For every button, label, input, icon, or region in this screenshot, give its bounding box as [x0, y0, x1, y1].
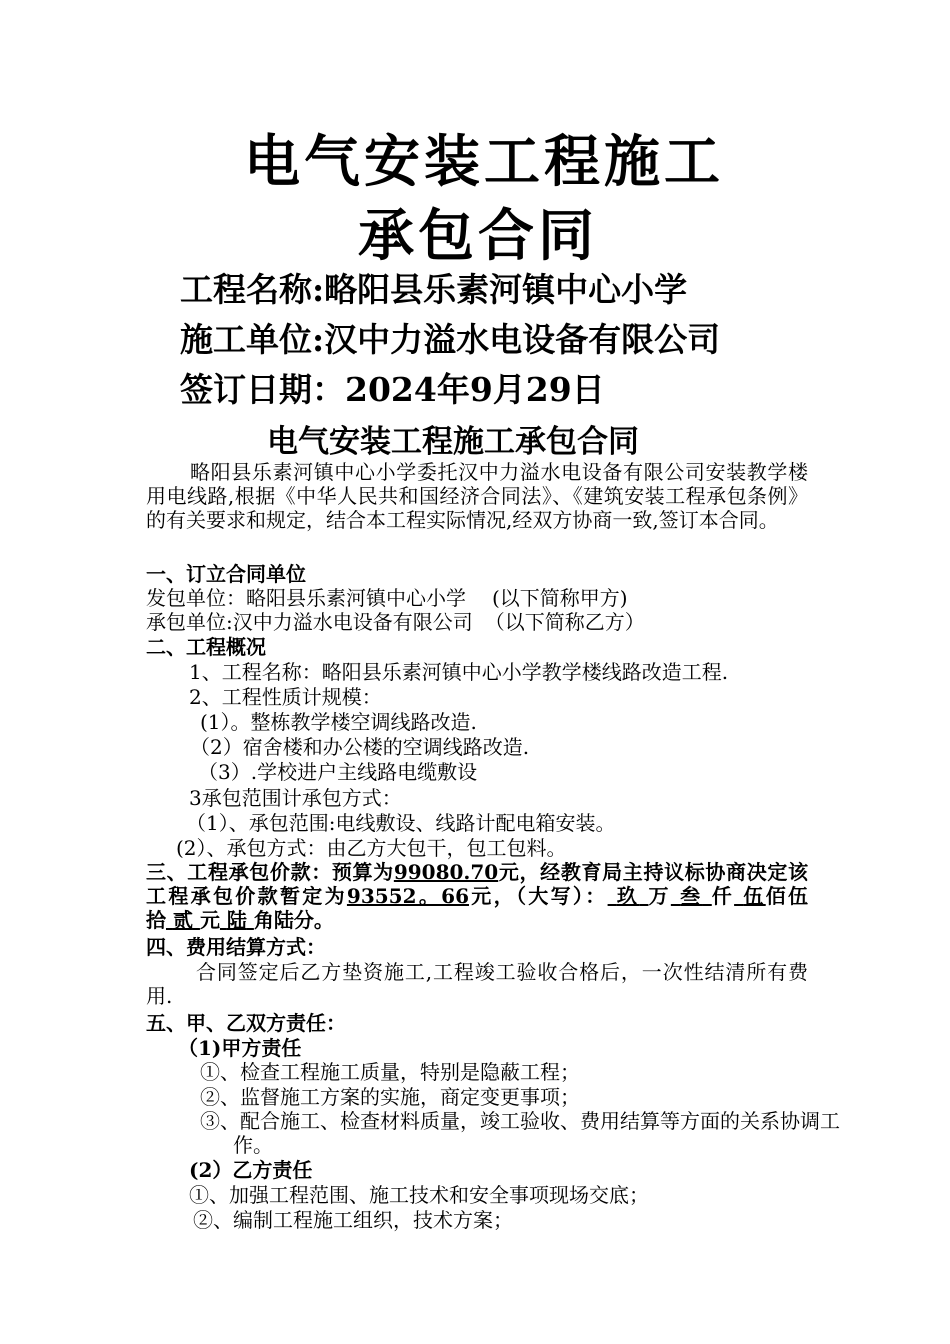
s5-a2: ②、监督施工方案的实施，商定变更事项； — [200, 1085, 580, 1109]
section5-heading: 五、甲、乙双方责任： — [146, 1011, 346, 1035]
s3-text-b: 元，经教育局主持议标协商决定该工程承包价款暂定为 — [146, 860, 809, 908]
section1-heading: 一、订立合同单位 — [146, 562, 306, 586]
cover-contractor: 施工单位:汉中力溢水电设备有限公司 — [180, 320, 721, 359]
s2-item1: 1、工程名称：略阳县乐素河镇中心小学教学楼线路改造工程. — [189, 660, 729, 684]
s5-a3-text: ③、配合施工、检查材料质量，竣工验收、费用结算等方面的关系协调工作。 — [200, 1109, 840, 1157]
s3-d3: 叁 — [680, 884, 703, 908]
s3-d4: 仟 — [711, 884, 735, 908]
s3-d5: 伍 — [743, 884, 766, 908]
s3-budget: 99080.70 — [393, 860, 499, 884]
cover-sign-date: 签订日期：2024年9月29日 — [180, 370, 605, 409]
s5-party-b-heading: (2）乙方责任 — [189, 1158, 313, 1182]
party-a-name: 发包单位：略阳县乐素河镇中心小学 — [146, 586, 466, 610]
contract-heading: 电气安装工程施工承包合同 — [267, 424, 639, 460]
section2-heading: 二、工程概况 — [146, 635, 266, 659]
s2-item2: 2、工程性质计规模： — [189, 685, 382, 709]
s4-text-content: 合同签定后乙方垫资施工,工程竣工验收合格后，一次性结清所有费用. — [146, 960, 808, 1008]
contract-intro — [146, 460, 808, 532]
party-b — [146, 610, 645, 634]
s2-item2-1: (1）。整栋教学楼空调线路改造. — [200, 710, 477, 734]
s3-price: 93552。66 — [346, 884, 469, 908]
cover-project-name: 工程名称:略阳县乐素河镇中心小学 — [180, 270, 688, 309]
section4-heading: 四、费用结算方式： — [146, 935, 326, 959]
s3-d10: 角陆分。 — [253, 908, 334, 932]
party-a-note: (以下简称甲方) — [492, 586, 628, 610]
s5-a1: ①、检查工程施工质量，特别是隐蔽工程； — [200, 1060, 580, 1084]
party-b-name: 承包单位:汉中力溢水电设备有限公司 — [146, 610, 473, 634]
s5-a3 — [200, 1109, 845, 1157]
s3-d7: 贰 — [172, 908, 193, 932]
s2-item2-2: （2）宿舍楼和办公楼的空调线路改造. — [190, 735, 530, 759]
s2-item3-1: （1）、承包范围:电线敷设、线路计配电箱安装。 — [186, 811, 616, 835]
s2-item2-3: （3）.学校进户主线路电缆敷设 — [198, 760, 478, 784]
section3-price — [146, 860, 808, 932]
s3-d9: 陆 — [226, 908, 247, 932]
s4-text — [146, 960, 808, 1008]
s3-d8: 元 — [199, 908, 220, 932]
intro-text: 略阳县乐素河镇中心小学委托汉中力溢水电设备有限公司安装教学楼用电线路,根据《中华人民共和国经济合同法》、《建筑安装工程承包条例》的有关要求和规定，结合本工程实际情况,经双方协商一致,签订本合同。 — [146, 460, 808, 532]
s3-d2: 万 — [648, 884, 671, 908]
cover-title-line2: 承包合同 — [358, 203, 598, 269]
s5-party-a-heading: （1)甲方责任 — [178, 1036, 302, 1060]
s3-d1: 玖 — [616, 884, 640, 908]
party-b-note: （以下简称乙方） — [484, 610, 645, 634]
party-a — [146, 586, 628, 610]
cover-title-line1: 电气安装工程施工 — [244, 129, 724, 195]
s3-text-a: 三、工程承包价款：预算为 — [146, 860, 394, 884]
s3-d6: 佰伍拾 — [146, 884, 809, 932]
s2-item3: 3承包范围计承包方式： — [189, 786, 402, 810]
s5-b1: ①、加强工程范围、施工技术和安全事项现场交底； — [189, 1183, 649, 1207]
s2-item3-2: (2）、承包方式：由乙方大包干，包工包料。 — [176, 836, 567, 860]
s3-text-c: 元，（大写）： — [468, 884, 608, 908]
s5-b2: ②、编制工程施工组织，技术方案； — [193, 1208, 513, 1232]
